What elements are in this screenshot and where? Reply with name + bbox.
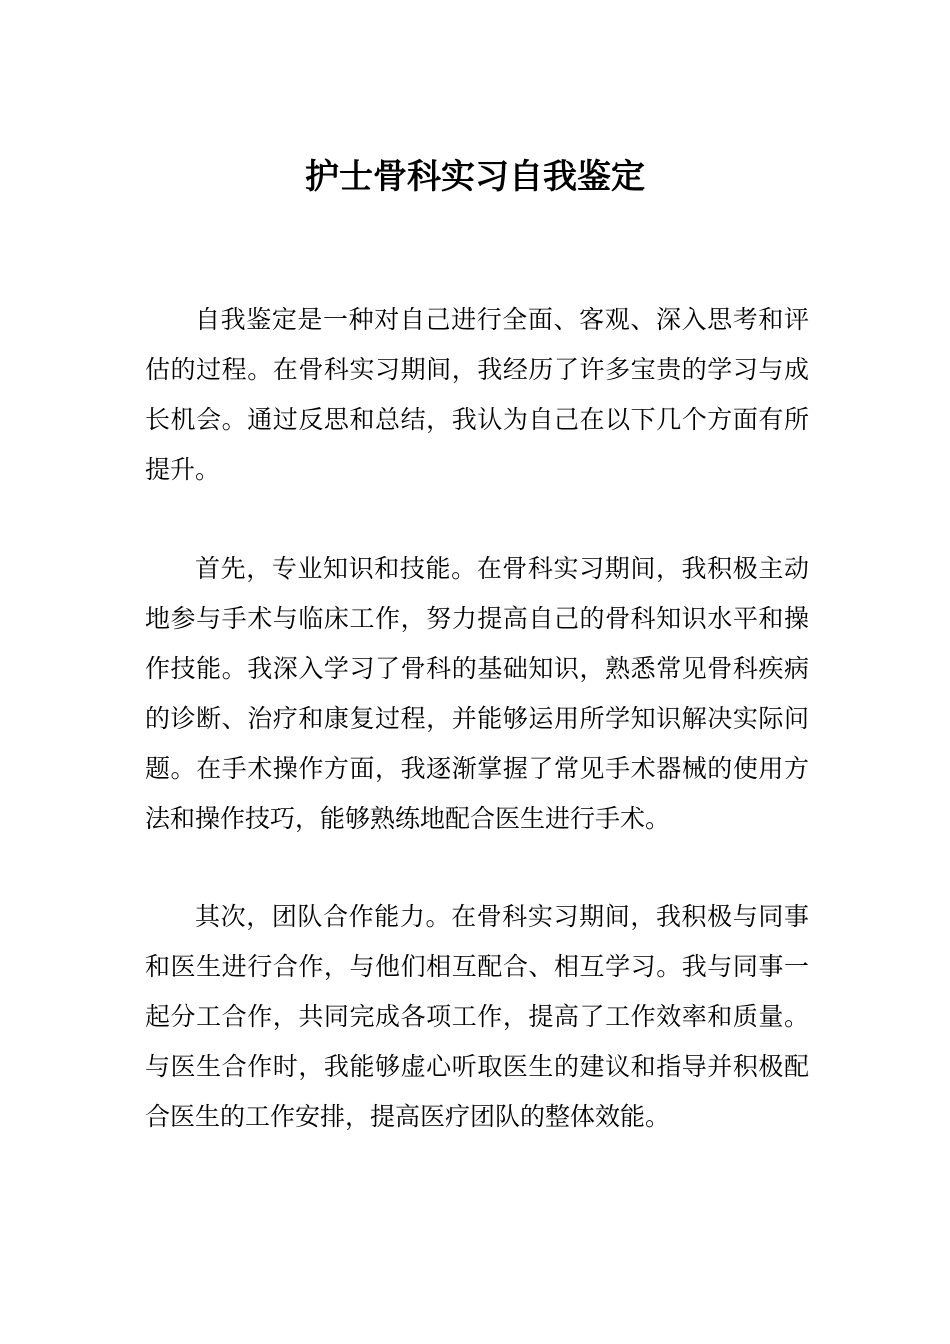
document-title: 护士骨科实习自我鉴定 [305, 157, 645, 197]
paragraph-teamwork: 其次，团队合作能力。在骨科实习期间，我积极与同事和医生进行合作，与他们相互配合、相互学习。我与同事一起分工合作，共同完成各项工作，提高了工作效率和质量。与医生合作时，我能够虚心听取医生的建议和指导并积极配合医生的工作安排，提高医疗团队的整体效能。 [145, 902, 809, 1131]
paragraph-intro: 自我鉴定是一种对自己进行全面、客观、深入思考和评估的过程。在骨科实习期间，我经历了许多宝贵的学习与成长机会。通过反思和总结，我认为自己在以下几个方面有所提升。 [145, 305, 809, 484]
paragraph-professional-skills: 首先，专业知识和技能。在骨科实习期间，我积极主动地参与手术与临床工作，努力提高自己的骨科知识水平和操作技能。我深入学习了骨科的基础知识，熟悉常见骨科疾病的诊断、治疗和康复过程，并能够运用所学知识解决实际问题。在手术操作方面，我逐渐掌握了常见手术器械的使用方法和操作技巧，能够熟练地配合医生进行手术。 [145, 554, 809, 833]
